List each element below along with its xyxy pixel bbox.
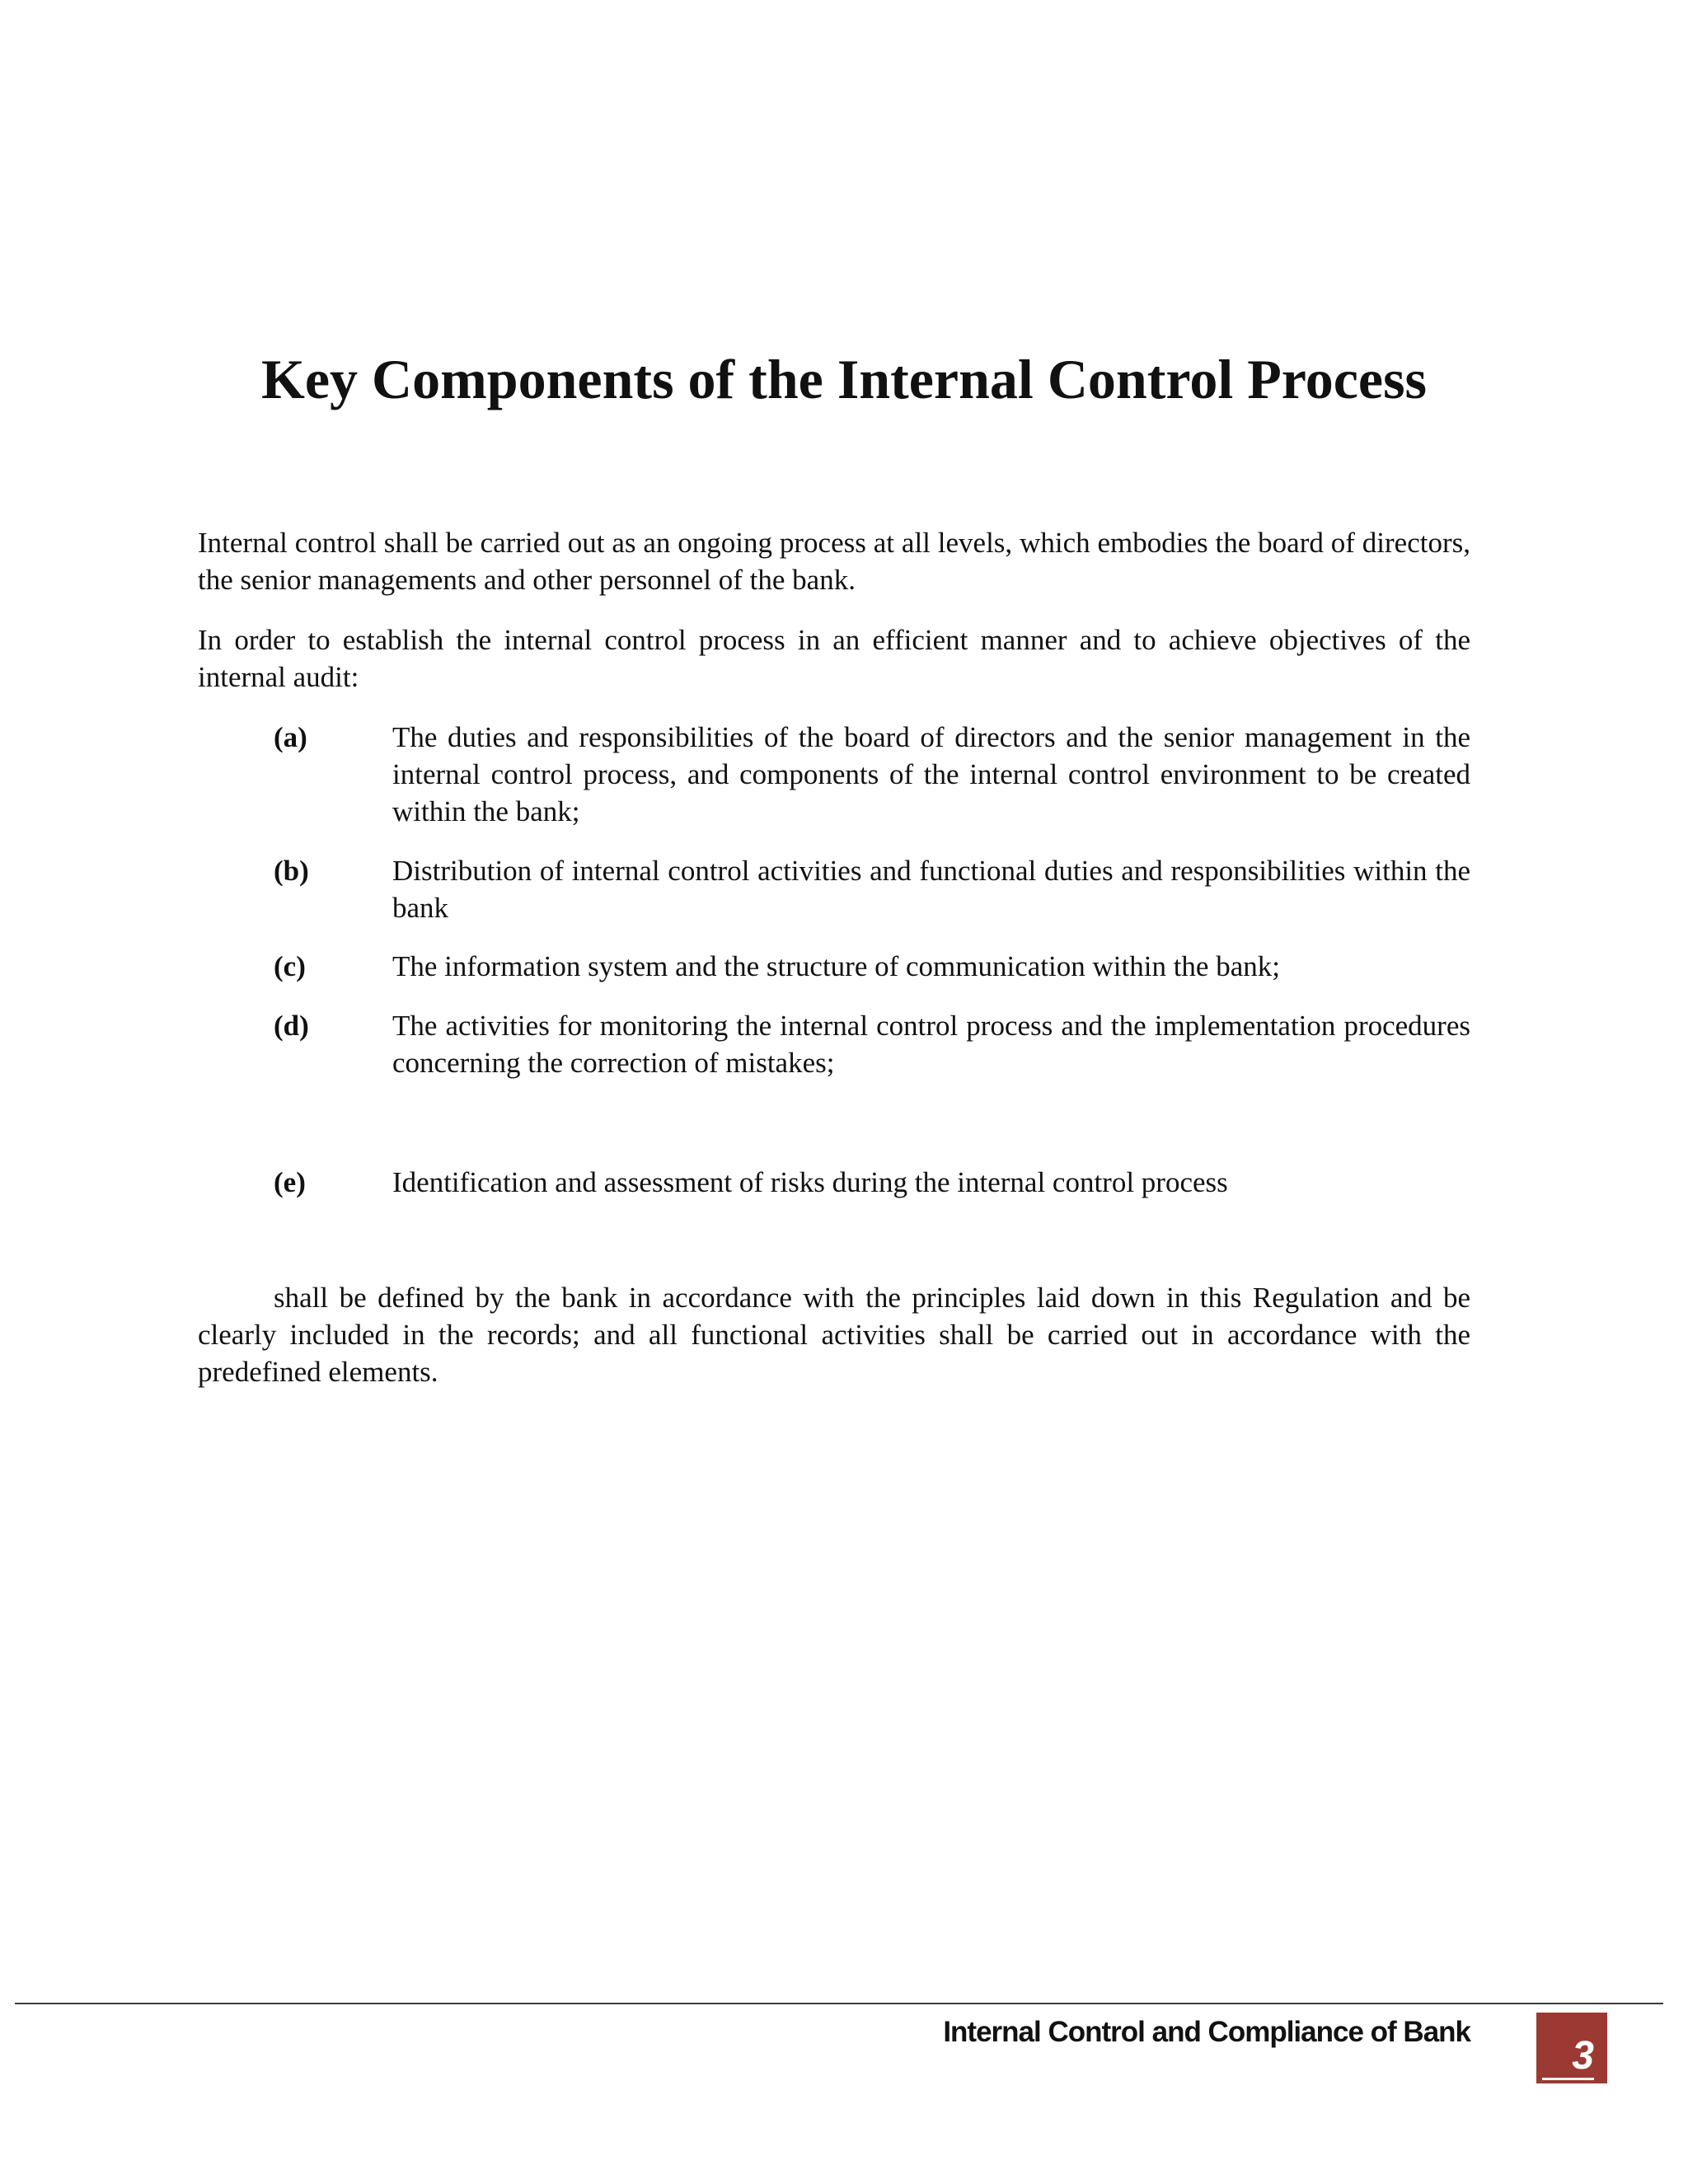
- list-item-marker: (a): [274, 721, 307, 753]
- closing-paragraph: shall be defined by the bank in accordance with the principles laid down in this Regulation and be clearly included in the records; and all functional activities shall be carried out in accordance with the predefined elements.: [198, 1282, 1470, 1388]
- objective-paragraph: In order to establish the internal control process in an efficient manner and to achieve objectives of the internal audit:: [198, 624, 1470, 693]
- page-title: Key Components of the Internal Control Process: [260, 348, 1428, 410]
- page-number-badge: [1536, 2013, 1607, 2083]
- footer-divider: [15, 2003, 1663, 2004]
- list-item-marker: (b): [274, 855, 309, 887]
- list-item-marker: (d): [274, 1010, 309, 1042]
- page-number: 3: [1542, 2035, 1594, 2080]
- list-item-marker: (c): [274, 950, 306, 982]
- list-item-text: Distribution of internal control activities and functional duties and responsibilities within the bank: [392, 855, 1470, 924]
- list-item-marker: (e): [274, 1166, 306, 1198]
- list-item-text: Identification and assessment of risks during the internal control process: [392, 1166, 1228, 1198]
- intro-paragraph: Internal control shall be carried out as an ongoing process at all levels, which embodies the board of directors, the senior managements and other personnel of the bank.: [198, 527, 1470, 596]
- list-item-text: The information system and the structure of communication within the bank;: [392, 950, 1280, 982]
- list-item-text: The activities for monitoring the internal control process and the implementation procedures concerning the correction of mistakes;: [392, 1010, 1470, 1079]
- list-item-text: The duties and responsibilities of the board of directors and the senior management in the internal control process, and components of the internal control environment to be created within the bank;: [392, 721, 1470, 827]
- footer-title: Internal Control and Compliance of Bank: [943, 2016, 1470, 2048]
